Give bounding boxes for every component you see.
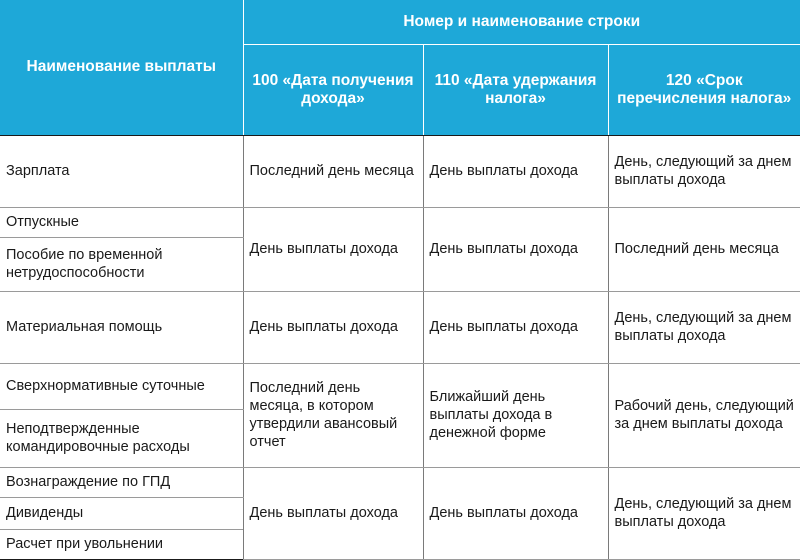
cell-110: День выплаты дохода [423,135,608,207]
table-row [0,363,800,409]
payment-name: Вознаграждение по ГПД [0,467,243,497]
payment-name: Зарплата [0,135,243,207]
table-row [0,291,800,363]
payment-name: Расчет при увольнении [0,529,243,559]
table-row [0,467,800,497]
table-row [0,135,800,207]
cell-100: Последний день месяца, в котором утвердили авансовый отчет [243,363,423,467]
table-row [0,207,800,237]
header-line-120: 120 «Срок перечисления налога» [608,44,800,135]
payment-name: Отпускные [0,207,243,237]
cell-110: Ближайший день выплаты дохода в денежной форме [423,363,608,467]
header-line-110: 110 «Дата удержания налога» [423,44,608,135]
payment-name: Материальная помощь [0,291,243,363]
payment-name: Дивиденды [0,497,243,529]
cell-100: День выплаты дохода [243,291,423,363]
payment-name: Неподтвержденные командировочные расходы [0,409,243,467]
cell-120: День, следующий за днем выплаты дохода [608,135,800,207]
header-payment-name: Наименование выплаты [0,0,243,135]
cell-120: Последний день месяца [608,207,800,291]
cell-120: Рабочий день, следующий за днем выплаты дохода [608,363,800,467]
header-line-group: Номер и наименование строки [243,0,800,44]
cell-100: День выплаты дохода [243,467,423,559]
cell-100: День выплаты дохода [243,207,423,291]
cell-100: Последний день месяца [243,135,423,207]
cell-110: День выплаты дохода [423,207,608,291]
cell-110: День выплаты дохода [423,467,608,559]
cell-120: День, следующий за днем выплаты дохода [608,291,800,363]
payment-name: Пособие по временной нетрудоспособности [0,237,243,291]
cell-120: День, следующий за днем выплаты дохода [608,467,800,559]
payment-name: Сверхнормативные суточные [0,363,243,409]
cell-110: День выплаты дохода [423,291,608,363]
header-line-100: 100 «Дата получения дохода» [243,44,423,135]
